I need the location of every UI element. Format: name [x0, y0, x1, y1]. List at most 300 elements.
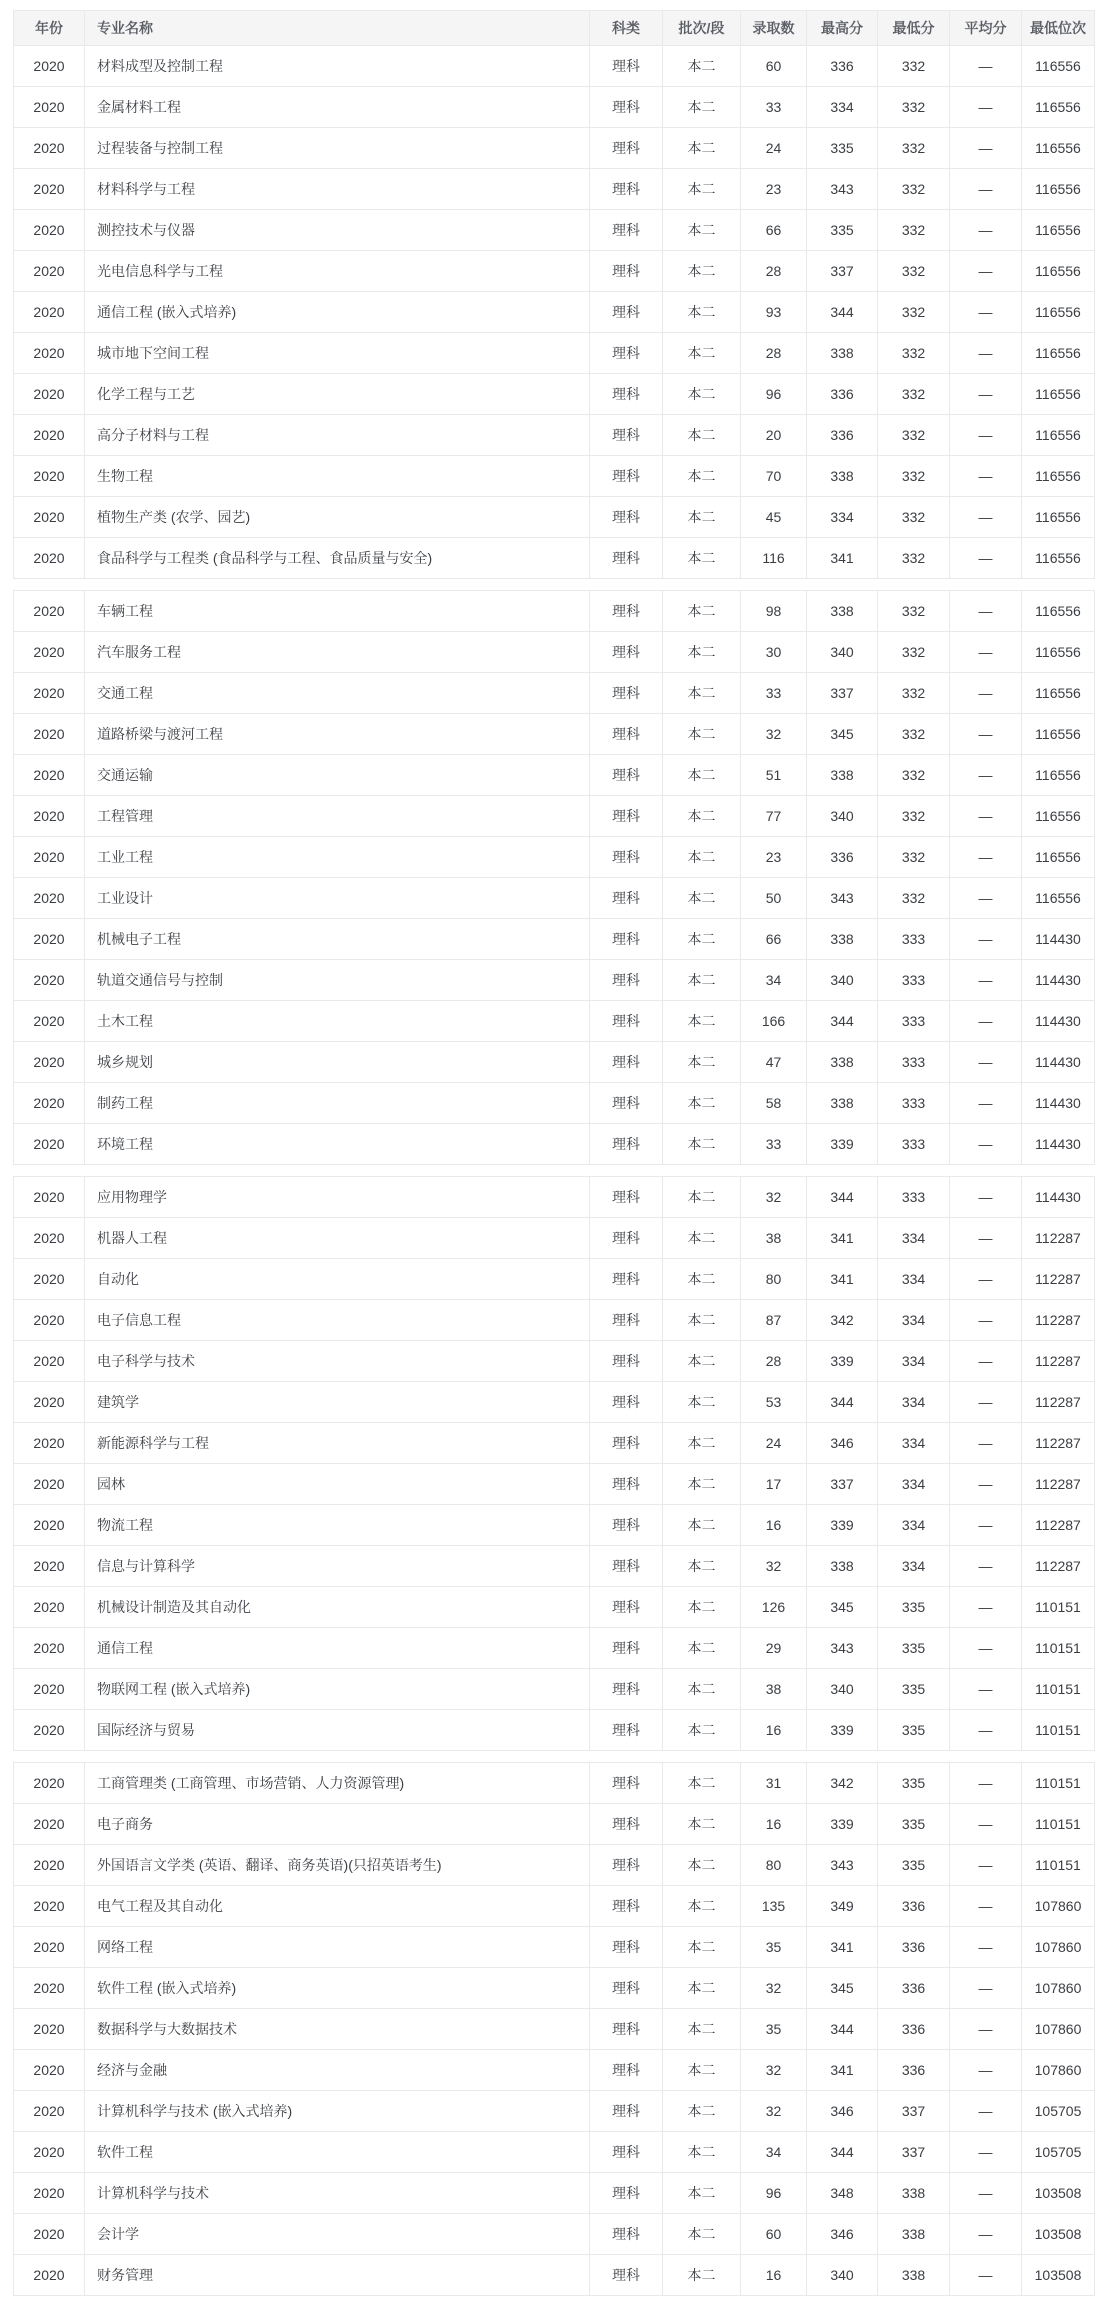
- table-header-row: [14, 11, 1095, 46]
- cell-min-rank: 116556: [1022, 673, 1095, 714]
- cell-major: 通信工程 (嵌入式培养): [85, 292, 590, 333]
- table-row: [14, 1382, 1095, 1423]
- cell-min-rank: 112287: [1022, 1218, 1095, 1259]
- cell-batch: 本二: [663, 1804, 741, 1845]
- cell-category: 理科: [590, 374, 663, 415]
- cell-avg-score: —: [950, 2050, 1022, 2091]
- cell-max-score: 346: [807, 2214, 878, 2255]
- cell-batch: 本二: [663, 1845, 741, 1886]
- cell-year: 2020: [14, 1546, 85, 1587]
- cell-avg-score: —: [950, 1669, 1022, 1710]
- cell-max-score: 336: [807, 837, 878, 878]
- cell-category: 理科: [590, 46, 663, 87]
- cell-max-score: 341: [807, 2050, 878, 2091]
- cell-min-rank: 116556: [1022, 87, 1095, 128]
- cell-category: 理科: [590, 210, 663, 251]
- cell-max-score: 338: [807, 919, 878, 960]
- cell-category: 理科: [590, 538, 663, 579]
- cell-category: 理科: [590, 919, 663, 960]
- cell-category: 理科: [590, 1423, 663, 1464]
- cell-max-score: 337: [807, 673, 878, 714]
- cell-min-rank: 116556: [1022, 837, 1095, 878]
- cell-year: 2020: [14, 673, 85, 714]
- table-row: [14, 673, 1095, 714]
- cell-batch: 本二: [663, 1341, 741, 1382]
- table-row: [14, 128, 1095, 169]
- cell-avg-score: —: [950, 1628, 1022, 1669]
- cell-category: 理科: [590, 2132, 663, 2173]
- cell-year: 2020: [14, 87, 85, 128]
- col-year: 年份: [14, 11, 85, 46]
- cell-admit-count: 32: [741, 1968, 807, 2009]
- cell-min-score: 332: [878, 837, 950, 878]
- cell-max-score: 337: [807, 1464, 878, 1505]
- cell-min-score: 332: [878, 591, 950, 632]
- cell-max-score: 344: [807, 2132, 878, 2173]
- cell-category: 理科: [590, 1001, 663, 1042]
- cell-admit-count: 66: [741, 210, 807, 251]
- table-row: [14, 1927, 1095, 1968]
- cell-min-rank: 116556: [1022, 714, 1095, 755]
- cell-max-score: 342: [807, 1300, 878, 1341]
- table-row: [14, 837, 1095, 878]
- cell-year: 2020: [14, 2091, 85, 2132]
- cell-batch: 本二: [663, 919, 741, 960]
- cell-min-score: 332: [878, 169, 950, 210]
- cell-avg-score: —: [950, 2214, 1022, 2255]
- cell-batch: 本二: [663, 1423, 741, 1464]
- cell-year: 2020: [14, 1259, 85, 1300]
- cell-batch: 本二: [663, 1177, 741, 1218]
- cell-min-rank: 110151: [1022, 1845, 1095, 1886]
- cell-avg-score: —: [950, 1710, 1022, 1751]
- cell-min-score: 332: [878, 87, 950, 128]
- cell-admit-count: 32: [741, 1546, 807, 1587]
- cell-min-rank: 110151: [1022, 1710, 1095, 1751]
- table-row: [14, 2132, 1095, 2173]
- cell-year: 2020: [14, 1218, 85, 1259]
- cell-batch: 本二: [663, 1300, 741, 1341]
- cell-avg-score: —: [950, 2173, 1022, 2214]
- cell-max-score: 336: [807, 46, 878, 87]
- table-row: [14, 251, 1095, 292]
- cell-min-score: 335: [878, 1710, 950, 1751]
- cell-min-score: 332: [878, 456, 950, 497]
- table-row: [14, 714, 1095, 755]
- cell-major: 道路桥梁与渡河工程: [85, 714, 590, 755]
- cell-admit-count: 16: [741, 2255, 807, 2296]
- cell-min-score: 336: [878, 1968, 950, 2009]
- cell-min-rank: 116556: [1022, 878, 1095, 919]
- cell-min-rank: 112287: [1022, 1505, 1095, 1546]
- cell-category: 理科: [590, 960, 663, 1001]
- cell-year: 2020: [14, 837, 85, 878]
- cell-admit-count: 166: [741, 1001, 807, 1042]
- cell-major: 计算机科学与技术 (嵌入式培养): [85, 2091, 590, 2132]
- cell-batch: 本二: [663, 632, 741, 673]
- cell-batch: 本二: [663, 1927, 741, 1968]
- cell-max-score: 338: [807, 755, 878, 796]
- table-row: [14, 2091, 1095, 2132]
- score-table-section: [13, 1762, 1095, 2296]
- cell-min-score: 335: [878, 1804, 950, 1845]
- cell-year: 2020: [14, 1804, 85, 1845]
- cell-major: 信息与计算科学: [85, 1546, 590, 1587]
- col-avg-score: 平均分: [950, 11, 1022, 46]
- cell-min-score: 332: [878, 333, 950, 374]
- cell-admit-count: 38: [741, 1218, 807, 1259]
- cell-batch: 本二: [663, 210, 741, 251]
- cell-admit-count: 96: [741, 374, 807, 415]
- cell-min-rank: 107860: [1022, 2050, 1095, 2091]
- cell-major: 电子信息工程: [85, 1300, 590, 1341]
- cell-batch: 本二: [663, 1218, 741, 1259]
- cell-major: 数据科学与大数据技术: [85, 2009, 590, 2050]
- cell-min-rank: 116556: [1022, 169, 1095, 210]
- cell-category: 理科: [590, 1177, 663, 1218]
- cell-max-score: 338: [807, 1546, 878, 1587]
- cell-admit-count: 23: [741, 837, 807, 878]
- cell-batch: 本二: [663, 1464, 741, 1505]
- cell-avg-score: —: [950, 755, 1022, 796]
- table-row: [14, 169, 1095, 210]
- cell-major: 经济与金融: [85, 2050, 590, 2091]
- cell-year: 2020: [14, 1505, 85, 1546]
- col-max-score: 最高分: [807, 11, 878, 46]
- cell-min-score: 335: [878, 1587, 950, 1628]
- cell-batch: 本二: [663, 538, 741, 579]
- cell-min-score: 332: [878, 210, 950, 251]
- cell-avg-score: —: [950, 673, 1022, 714]
- cell-avg-score: —: [950, 1505, 1022, 1546]
- cell-avg-score: —: [950, 538, 1022, 579]
- cell-major: 外国语言文学类 (英语、翻译、商务英语)(只招英语考生): [85, 1845, 590, 1886]
- cell-year: 2020: [14, 1083, 85, 1124]
- cell-admit-count: 17: [741, 1464, 807, 1505]
- cell-year: 2020: [14, 538, 85, 579]
- cell-min-score: 332: [878, 878, 950, 919]
- cell-category: 理科: [590, 1042, 663, 1083]
- cell-category: 理科: [590, 796, 663, 837]
- cell-major: 自动化: [85, 1259, 590, 1300]
- cell-avg-score: —: [950, 1300, 1022, 1341]
- cell-batch: 本二: [663, 333, 741, 374]
- cell-max-score: 343: [807, 1628, 878, 1669]
- cell-min-rank: 110151: [1022, 1669, 1095, 1710]
- table-row: [14, 2255, 1095, 2296]
- cell-admit-count: 32: [741, 714, 807, 755]
- cell-batch: 本二: [663, 1083, 741, 1124]
- cell-admit-count: 66: [741, 919, 807, 960]
- cell-major: 工业设计: [85, 878, 590, 919]
- cell-year: 2020: [14, 374, 85, 415]
- cell-admit-count: 29: [741, 1628, 807, 1669]
- cell-year: 2020: [14, 714, 85, 755]
- cell-year: 2020: [14, 1927, 85, 1968]
- cell-major: 植物生产类 (农学、园艺): [85, 497, 590, 538]
- cell-batch: 本二: [663, 2132, 741, 2173]
- cell-year: 2020: [14, 796, 85, 837]
- cell-category: 理科: [590, 1464, 663, 1505]
- cell-min-score: 334: [878, 1259, 950, 1300]
- cell-min-score: 333: [878, 1177, 950, 1218]
- cell-major: 城乡规划: [85, 1042, 590, 1083]
- table-row: [14, 87, 1095, 128]
- table-row: [14, 2173, 1095, 2214]
- cell-avg-score: —: [950, 374, 1022, 415]
- cell-avg-score: —: [950, 1218, 1022, 1259]
- cell-major: 电气工程及其自动化: [85, 1886, 590, 1927]
- cell-max-score: 346: [807, 2091, 878, 2132]
- cell-batch: 本二: [663, 169, 741, 210]
- cell-admit-count: 34: [741, 960, 807, 1001]
- score-table-section: [13, 590, 1095, 1165]
- cell-avg-score: —: [950, 1464, 1022, 1505]
- cell-category: 理科: [590, 1300, 663, 1341]
- cell-year: 2020: [14, 251, 85, 292]
- cell-batch: 本二: [663, 415, 741, 456]
- cell-avg-score: —: [950, 128, 1022, 169]
- cell-min-score: 334: [878, 1300, 950, 1341]
- cell-min-rank: 114430: [1022, 1124, 1095, 1165]
- cell-min-rank: 110151: [1022, 1628, 1095, 1669]
- cell-admit-count: 87: [741, 1300, 807, 1341]
- cell-major: 应用物理学: [85, 1177, 590, 1218]
- cell-year: 2020: [14, 1845, 85, 1886]
- cell-admit-count: 47: [741, 1042, 807, 1083]
- cell-min-rank: 116556: [1022, 374, 1095, 415]
- cell-batch: 本二: [663, 2091, 741, 2132]
- cell-major: 国际经济与贸易: [85, 1710, 590, 1751]
- cell-max-score: 340: [807, 2255, 878, 2296]
- cell-admit-count: 60: [741, 2214, 807, 2255]
- cell-year: 2020: [14, 292, 85, 333]
- cell-year: 2020: [14, 1587, 85, 1628]
- cell-avg-score: —: [950, 1587, 1022, 1628]
- cell-admit-count: 34: [741, 2132, 807, 2173]
- cell-avg-score: —: [950, 1001, 1022, 1042]
- cell-year: 2020: [14, 2214, 85, 2255]
- cell-min-rank: 107860: [1022, 1968, 1095, 2009]
- cell-max-score: 344: [807, 1177, 878, 1218]
- cell-batch: 本二: [663, 714, 741, 755]
- table-row: [14, 755, 1095, 796]
- table-row: [14, 1423, 1095, 1464]
- cell-max-score: 341: [807, 538, 878, 579]
- cell-major: 环境工程: [85, 1124, 590, 1165]
- table-row: [14, 1804, 1095, 1845]
- cell-min-score: 334: [878, 1341, 950, 1382]
- cell-avg-score: —: [950, 632, 1022, 673]
- cell-year: 2020: [14, 169, 85, 210]
- cell-min-score: 335: [878, 1628, 950, 1669]
- cell-min-rank: 116556: [1022, 796, 1095, 837]
- cell-min-rank: 103508: [1022, 2173, 1095, 2214]
- cell-admit-count: 80: [741, 1845, 807, 1886]
- cell-category: 理科: [590, 1927, 663, 1968]
- cell-min-score: 333: [878, 1001, 950, 1042]
- cell-major: 过程装备与控制工程: [85, 128, 590, 169]
- cell-admit-count: 45: [741, 497, 807, 538]
- cell-min-rank: 112287: [1022, 1423, 1095, 1464]
- cell-category: 理科: [590, 1124, 663, 1165]
- cell-min-rank: 107860: [1022, 2009, 1095, 2050]
- table-row: [14, 374, 1095, 415]
- cell-batch: 本二: [663, 837, 741, 878]
- cell-min-score: 332: [878, 714, 950, 755]
- cell-year: 2020: [14, 755, 85, 796]
- cell-min-score: 334: [878, 1423, 950, 1464]
- cell-major: 电子商务: [85, 1804, 590, 1845]
- cell-admit-count: 58: [741, 1083, 807, 1124]
- cell-avg-score: —: [950, 2132, 1022, 2173]
- cell-category: 理科: [590, 292, 663, 333]
- cell-avg-score: —: [950, 2255, 1022, 2296]
- cell-year: 2020: [14, 1042, 85, 1083]
- cell-admit-count: 80: [741, 1259, 807, 1300]
- cell-max-score: 341: [807, 1218, 878, 1259]
- cell-batch: 本二: [663, 1382, 741, 1423]
- cell-max-score: 340: [807, 796, 878, 837]
- cell-min-rank: 114430: [1022, 919, 1095, 960]
- cell-batch: 本二: [663, 1042, 741, 1083]
- table-row: [14, 1341, 1095, 1382]
- cell-batch: 本二: [663, 673, 741, 714]
- cell-major: 物联网工程 (嵌入式培养): [85, 1669, 590, 1710]
- score-table-section: [13, 10, 1095, 579]
- cell-batch: 本二: [663, 251, 741, 292]
- cell-batch: 本二: [663, 1587, 741, 1628]
- cell-admit-count: 53: [741, 1382, 807, 1423]
- table-row: [14, 497, 1095, 538]
- cell-category: 理科: [590, 1587, 663, 1628]
- cell-min-rank: 114430: [1022, 1177, 1095, 1218]
- cell-max-score: 349: [807, 1886, 878, 1927]
- cell-max-score: 335: [807, 210, 878, 251]
- cell-batch: 本二: [663, 755, 741, 796]
- cell-min-score: 335: [878, 1763, 950, 1804]
- table-row: [14, 210, 1095, 251]
- cell-admit-count: 116: [741, 538, 807, 579]
- cell-max-score: 341: [807, 1259, 878, 1300]
- cell-min-score: 337: [878, 2091, 950, 2132]
- cell-major: 电子科学与技术: [85, 1341, 590, 1382]
- cell-year: 2020: [14, 591, 85, 632]
- table-row: [14, 1083, 1095, 1124]
- cell-year: 2020: [14, 2132, 85, 2173]
- cell-batch: 本二: [663, 1763, 741, 1804]
- cell-major: 网络工程: [85, 1927, 590, 1968]
- cell-max-score: 338: [807, 1083, 878, 1124]
- cell-batch: 本二: [663, 1505, 741, 1546]
- cell-min-rank: 116556: [1022, 591, 1095, 632]
- table-row: [14, 1177, 1095, 1218]
- cell-admit-count: 77: [741, 796, 807, 837]
- cell-min-score: 334: [878, 1382, 950, 1423]
- cell-category: 理科: [590, 1710, 663, 1751]
- cell-major: 测控技术与仪器: [85, 210, 590, 251]
- cell-year: 2020: [14, 1341, 85, 1382]
- cell-batch: 本二: [663, 1968, 741, 2009]
- cell-category: 理科: [590, 333, 663, 374]
- cell-year: 2020: [14, 1710, 85, 1751]
- cell-year: 2020: [14, 46, 85, 87]
- cell-admit-count: 126: [741, 1587, 807, 1628]
- cell-admit-count: 60: [741, 46, 807, 87]
- cell-category: 理科: [590, 1218, 663, 1259]
- cell-category: 理科: [590, 128, 663, 169]
- cell-min-score: 335: [878, 1845, 950, 1886]
- cell-admit-count: 16: [741, 1710, 807, 1751]
- table-row: [14, 591, 1095, 632]
- cell-max-score: 343: [807, 169, 878, 210]
- cell-min-score: 332: [878, 128, 950, 169]
- cell-batch: 本二: [663, 1259, 741, 1300]
- cell-year: 2020: [14, 2255, 85, 2296]
- cell-max-score: 339: [807, 1710, 878, 1751]
- cell-major: 生物工程: [85, 456, 590, 497]
- cell-max-score: 341: [807, 1927, 878, 1968]
- cell-min-score: 334: [878, 1505, 950, 1546]
- col-major: 专业名称: [85, 11, 590, 46]
- cell-avg-score: —: [950, 497, 1022, 538]
- cell-avg-score: —: [950, 1341, 1022, 1382]
- cell-min-rank: 110151: [1022, 1587, 1095, 1628]
- cell-major: 高分子材料与工程: [85, 415, 590, 456]
- cell-category: 理科: [590, 878, 663, 919]
- cell-avg-score: —: [950, 1124, 1022, 1165]
- cell-year: 2020: [14, 128, 85, 169]
- cell-admit-count: 38: [741, 1669, 807, 1710]
- cell-batch: 本二: [663, 1628, 741, 1669]
- cell-category: 理科: [590, 2173, 663, 2214]
- table-row: [14, 2214, 1095, 2255]
- cell-admit-count: 96: [741, 2173, 807, 2214]
- cell-min-rank: 112287: [1022, 1259, 1095, 1300]
- cell-batch: 本二: [663, 46, 741, 87]
- cell-max-score: 348: [807, 2173, 878, 2214]
- cell-batch: 本二: [663, 128, 741, 169]
- cell-year: 2020: [14, 1382, 85, 1423]
- cell-admit-count: 23: [741, 169, 807, 210]
- cell-min-rank: 103508: [1022, 2255, 1095, 2296]
- cell-min-rank: 110151: [1022, 1763, 1095, 1804]
- cell-max-score: 338: [807, 591, 878, 632]
- cell-min-score: 332: [878, 796, 950, 837]
- cell-admit-count: 35: [741, 2009, 807, 2050]
- cell-min-score: 333: [878, 919, 950, 960]
- table-row: [14, 1259, 1095, 1300]
- cell-avg-score: —: [950, 591, 1022, 632]
- cell-admit-count: 32: [741, 2050, 807, 2091]
- cell-min-score: 336: [878, 2009, 950, 2050]
- cell-max-score: 344: [807, 292, 878, 333]
- cell-category: 理科: [590, 714, 663, 755]
- cell-major: 工业工程: [85, 837, 590, 878]
- table-row: [14, 1300, 1095, 1341]
- cell-category: 理科: [590, 415, 663, 456]
- cell-min-rank: 112287: [1022, 1341, 1095, 1382]
- cell-max-score: 345: [807, 1587, 878, 1628]
- cell-avg-score: —: [950, 1845, 1022, 1886]
- cell-major: 交通运输: [85, 755, 590, 796]
- cell-max-score: 337: [807, 251, 878, 292]
- cell-min-score: 333: [878, 960, 950, 1001]
- cell-major: 化学工程与工艺: [85, 374, 590, 415]
- cell-min-rank: 105705: [1022, 2132, 1095, 2173]
- cell-admit-count: 33: [741, 87, 807, 128]
- score-table-section: [13, 1176, 1095, 1751]
